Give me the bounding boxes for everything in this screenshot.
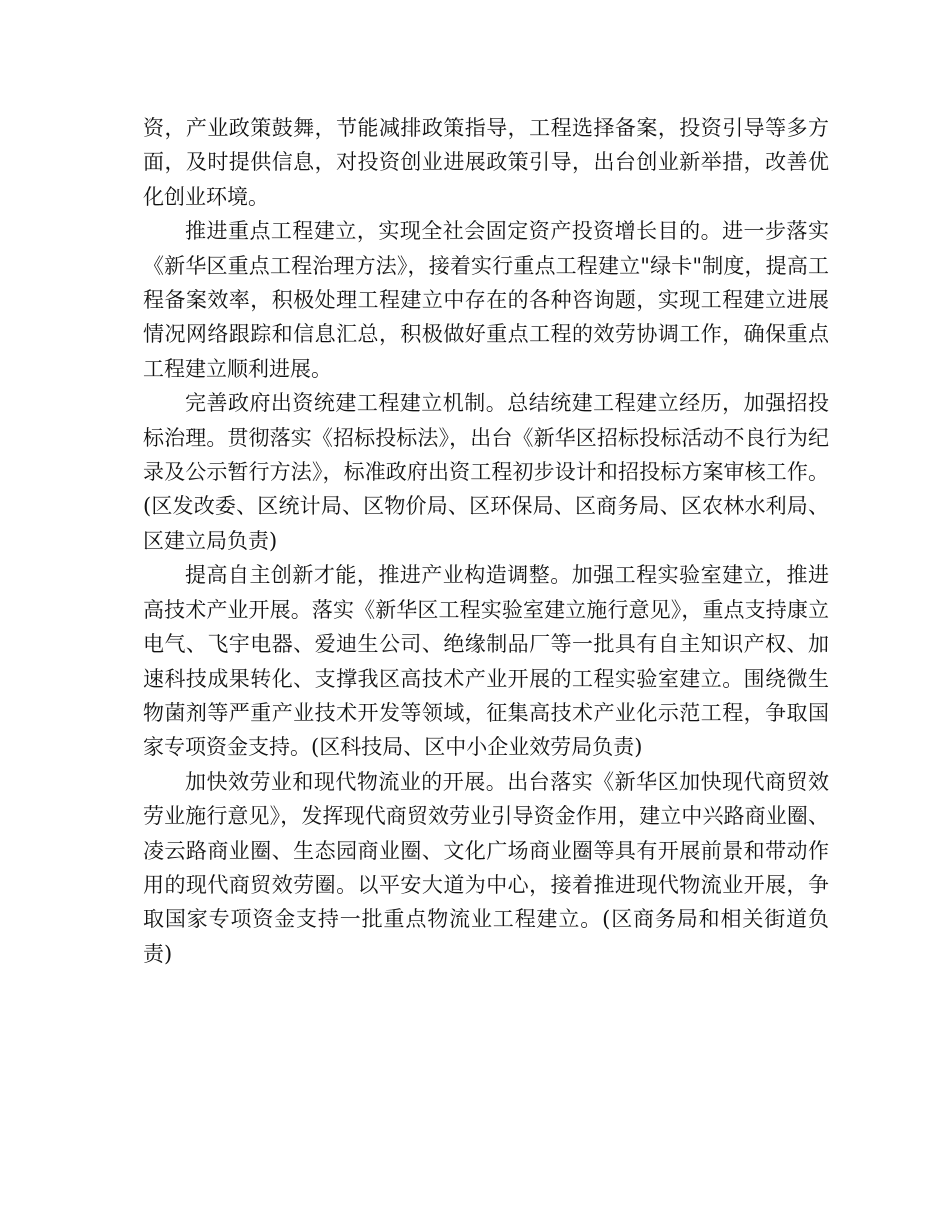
- paragraph-innovation: 提高自主创新才能，推进产业构造调整。加强工程实验室建立，推进高技术产业开展。落实《新华区工程实验室建立施行意见》，重点支持康立电气、飞宇电器、爱迪生公司、绝缘制品厂等一批具有自主知识产权、加速科技成果转化、支撑我区高技术产业开展的工程实验室建立。围绕微生物菌剂等严重产业技术开发等领域，征集高技术产业化示范工程，争取国家专项资金支持。(区科技局、区中小企业效劳局负责): [143, 563, 829, 760]
- paragraph-government-funded-projects: 完善政府出资统建工程建立机制。总结统建工程建立经历，加强招投标治理。贯彻落实《招标投标法》，出台《新华区招标投标活动不良行为纪录及公示暂行方法》，标准政府出资工程初步设计和招投标方案审核工作。(区发改委、区统计局、区物价局、区环保局、区商务局、区农林水利局、区建立局负责): [143, 391, 829, 553]
- paragraph-key-projects: 推进重点工程建立，实现全社会固定资产投资增长目的。进一步落实《新华区重点工程治理方法》，接着实行重点工程建立"绿卡"制度，提高工程备案效率，积极处理工程建立中存在的各种咨询题，实现工程建立进展情况网络跟踪和信息汇总，积极做好重点工程的效劳协调工作，确保重点工程建立顺利进展。: [143, 219, 829, 381]
- document-body: [143, 111, 829, 971]
- paragraph-continued: 资，产业政策鼓舞，节能减排政策指导，工程选择备案，投资引导等多方面，及时提供信息，对投资创业进展政策引导，出台创业新举措，改善优化创业环境。: [143, 116, 829, 209]
- paragraph-service-logistics: 加快效劳业和现代物流业的开展。出台落实《新华区加快现代商贸效劳业施行意见》，发挥现代商贸效劳业引导资金作用，建立中兴路商业圈、凌云路商业圈、生态园商业圈、文化广场商业圈等具有开展前景和带动作用的现代商贸效劳圈。以平安大道为中心，接着推进现代物流业开展，争取国家专项资金支持一批重点物流业工程建立。(区商务局和相关街道负责): [143, 769, 829, 966]
